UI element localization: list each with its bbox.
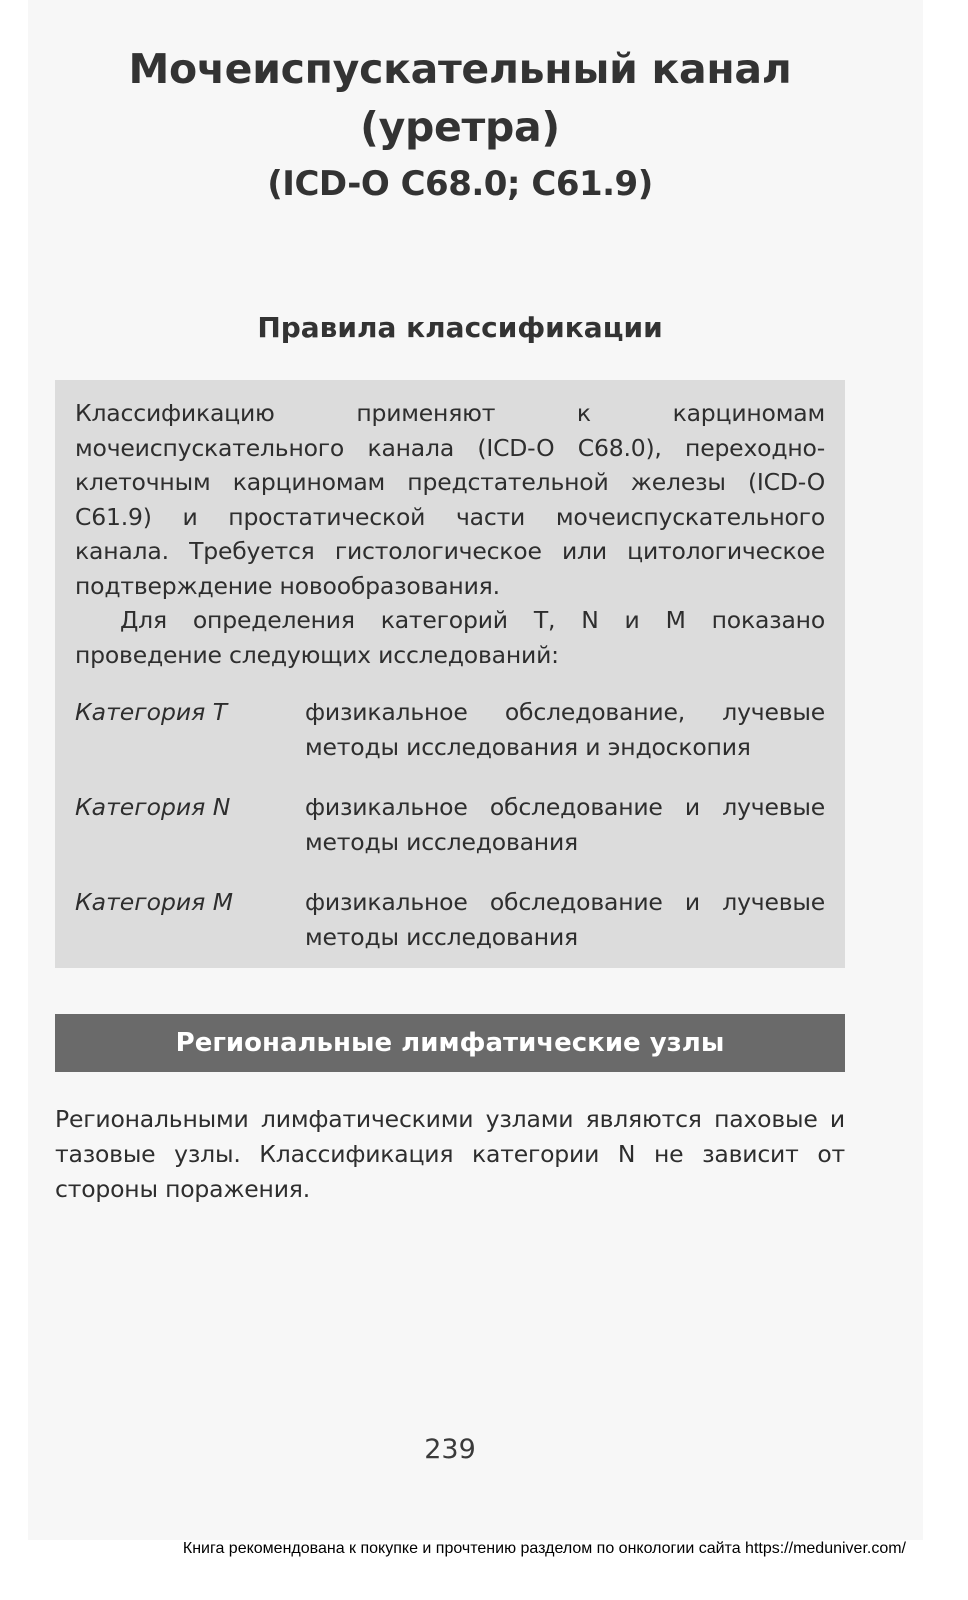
category-label: Категория M [75, 888, 234, 916]
classification-rules-box [55, 380, 845, 968]
rules-paragraph-1: Классификацию применяют к карциномам мочеиспускательного канала (ICD-O C68.0), переходно-клеточным карциномам предстательной железы (ICD-O C61.9) и простатической части мочеиспускательного канала. Требуется гистологическое или цитологическое подтверждение новообразования. [75, 399, 825, 600]
category-label: Категория N [75, 793, 231, 821]
category-description: физикальное обследование и лучевые методы исследования [305, 793, 825, 856]
classification-rules-heading: Правила классификации [257, 311, 663, 344]
lymph-nodes-heading: Региональные лимфатические узлы [175, 1028, 725, 1058]
rules-paragraph-2: Для определения категорий T, N и M показано проведение следующих исследований: [75, 606, 825, 669]
footer-note: Книга рекомендована к покупке и прочтению разделом по онкологии сайта https://meduniver.com/ [182, 1540, 906, 1557]
title-line-1: Мочеиспускательный канал [128, 45, 792, 93]
lymph-nodes-heading-bar [55, 1014, 845, 1072]
page-number: 239 [424, 1434, 476, 1465]
category-row-n [75, 790, 825, 859]
title-icd-codes: (ICD-O C68.0; C61.9) [267, 164, 653, 204]
lymph-nodes-text: Региональными лимфатическими узлами являются паховые и тазовые узлы. Классификация категории N не зависит от стороны поражения. [55, 1105, 845, 1203]
category-row-t [75, 695, 825, 764]
category-description: физикальное обследование и лучевые методы исследования [305, 888, 825, 951]
category-description: физикальное обследование, лучевые методы исследования и эндоскопия [305, 698, 825, 761]
chapter-title [60, 40, 860, 208]
category-row-m [75, 885, 825, 954]
title-line-2: (уретра) [360, 103, 560, 151]
category-label: Категория T [75, 698, 228, 726]
